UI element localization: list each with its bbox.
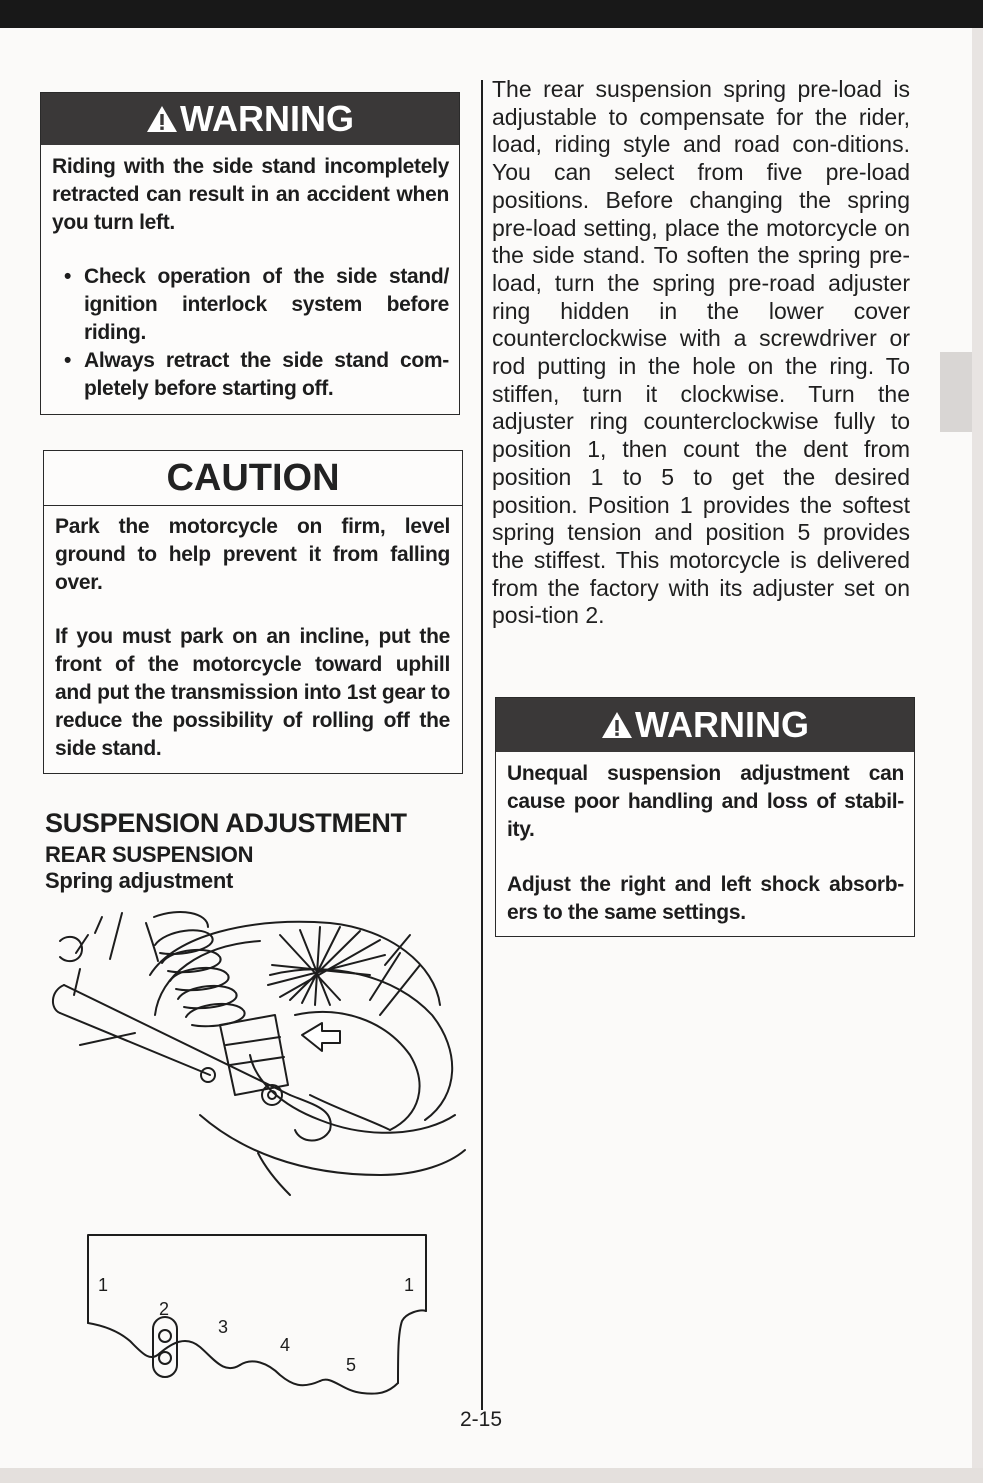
adjuster-ring-diagram — [80, 1225, 440, 1405]
position-label: 2 — [159, 1299, 170, 1319]
position-label: 3 — [218, 1317, 229, 1337]
spring-preload-description: The rear suspension spring pre-load is adjustable to compensate for the rider, load, riding style and road con-ditions. You can select from five pre-load positions. Before changing the spring pre-load setting, place the motorcycle on the side stand. To soften the spring pre-load, turn the spring pre-road adjuster ring hidden in the lower cover counterclockwise with a screwdriver or rod putting in the hole on the ring. To stiffen, turn it clockwise. Turn the adjuster ring counterclockwise fully to position 1, then count the dent from position 1 to 5 to get the desired position. Position 1 provides the softest spring tension and position 5 provides the stiffest. This motorcycle is delivered from the factory with its adjuster set on posi-tion 2. — [492, 76, 910, 629]
warning-heading: WARNING — [180, 98, 354, 139]
warning-triangle-icon — [146, 105, 178, 133]
rear-suspension-illustration — [40, 905, 470, 1200]
warning-intro: Riding with the side stand incompletely retracted can result in an accident when you turn left. — [52, 155, 449, 234]
position-label: 1 — [98, 1275, 109, 1295]
warning-header — [496, 698, 914, 752]
section-subtitle: REAR SUSPENSION — [45, 842, 254, 867]
warning-bullet: • Check operation of the side stand/ ignition interlock system before riding. — [52, 263, 449, 347]
warning-paragraph-2: Adjust the right and left shock absorb-ers to the same settings. — [507, 873, 904, 924]
section-title: SUSPENSION ADJUSTMENT — [45, 808, 407, 838]
warning-heading: WARNING — [635, 704, 809, 745]
warning-paragraph-1: Unequal suspension adjustment can cause poor handling and loss of stabil-ity. — [507, 762, 904, 841]
position-label: 1 — [404, 1275, 415, 1295]
warning-box-suspension — [495, 697, 915, 937]
caution-header — [44, 451, 462, 506]
caution-box — [43, 450, 463, 774]
scan-right-edge — [972, 28, 983, 1483]
caution-paragraph-1: Park the motorcycle on firm, level ground to help prevent it from falling over. — [55, 515, 450, 594]
position-label: 4 — [280, 1335, 291, 1355]
warning-bullet-list — [52, 263, 449, 403]
section-tab — [940, 352, 972, 432]
page-number: 2-15 — [460, 1408, 503, 1431]
warning-bullet: • Always retract the side stand com-pletely before starting off. — [52, 347, 449, 403]
section-subsubtitle: Spring adjustment — [45, 868, 234, 893]
scan-top-edge — [0, 0, 983, 28]
scan-bottom-edge — [0, 1468, 983, 1483]
caution-paragraph-2: If you must park on an incline, put the front of the motorcycle toward uphill and put the transmission into 1st gear to reduce the possibility of rolling off the side stand. — [55, 625, 450, 760]
warning-triangle-icon — [601, 711, 633, 739]
caution-heading: CAUTION — [166, 456, 340, 499]
column-divider — [481, 80, 483, 1410]
position-label: 5 — [346, 1355, 357, 1375]
warning-header — [41, 93, 459, 145]
warning-box-side-stand — [40, 92, 460, 415]
